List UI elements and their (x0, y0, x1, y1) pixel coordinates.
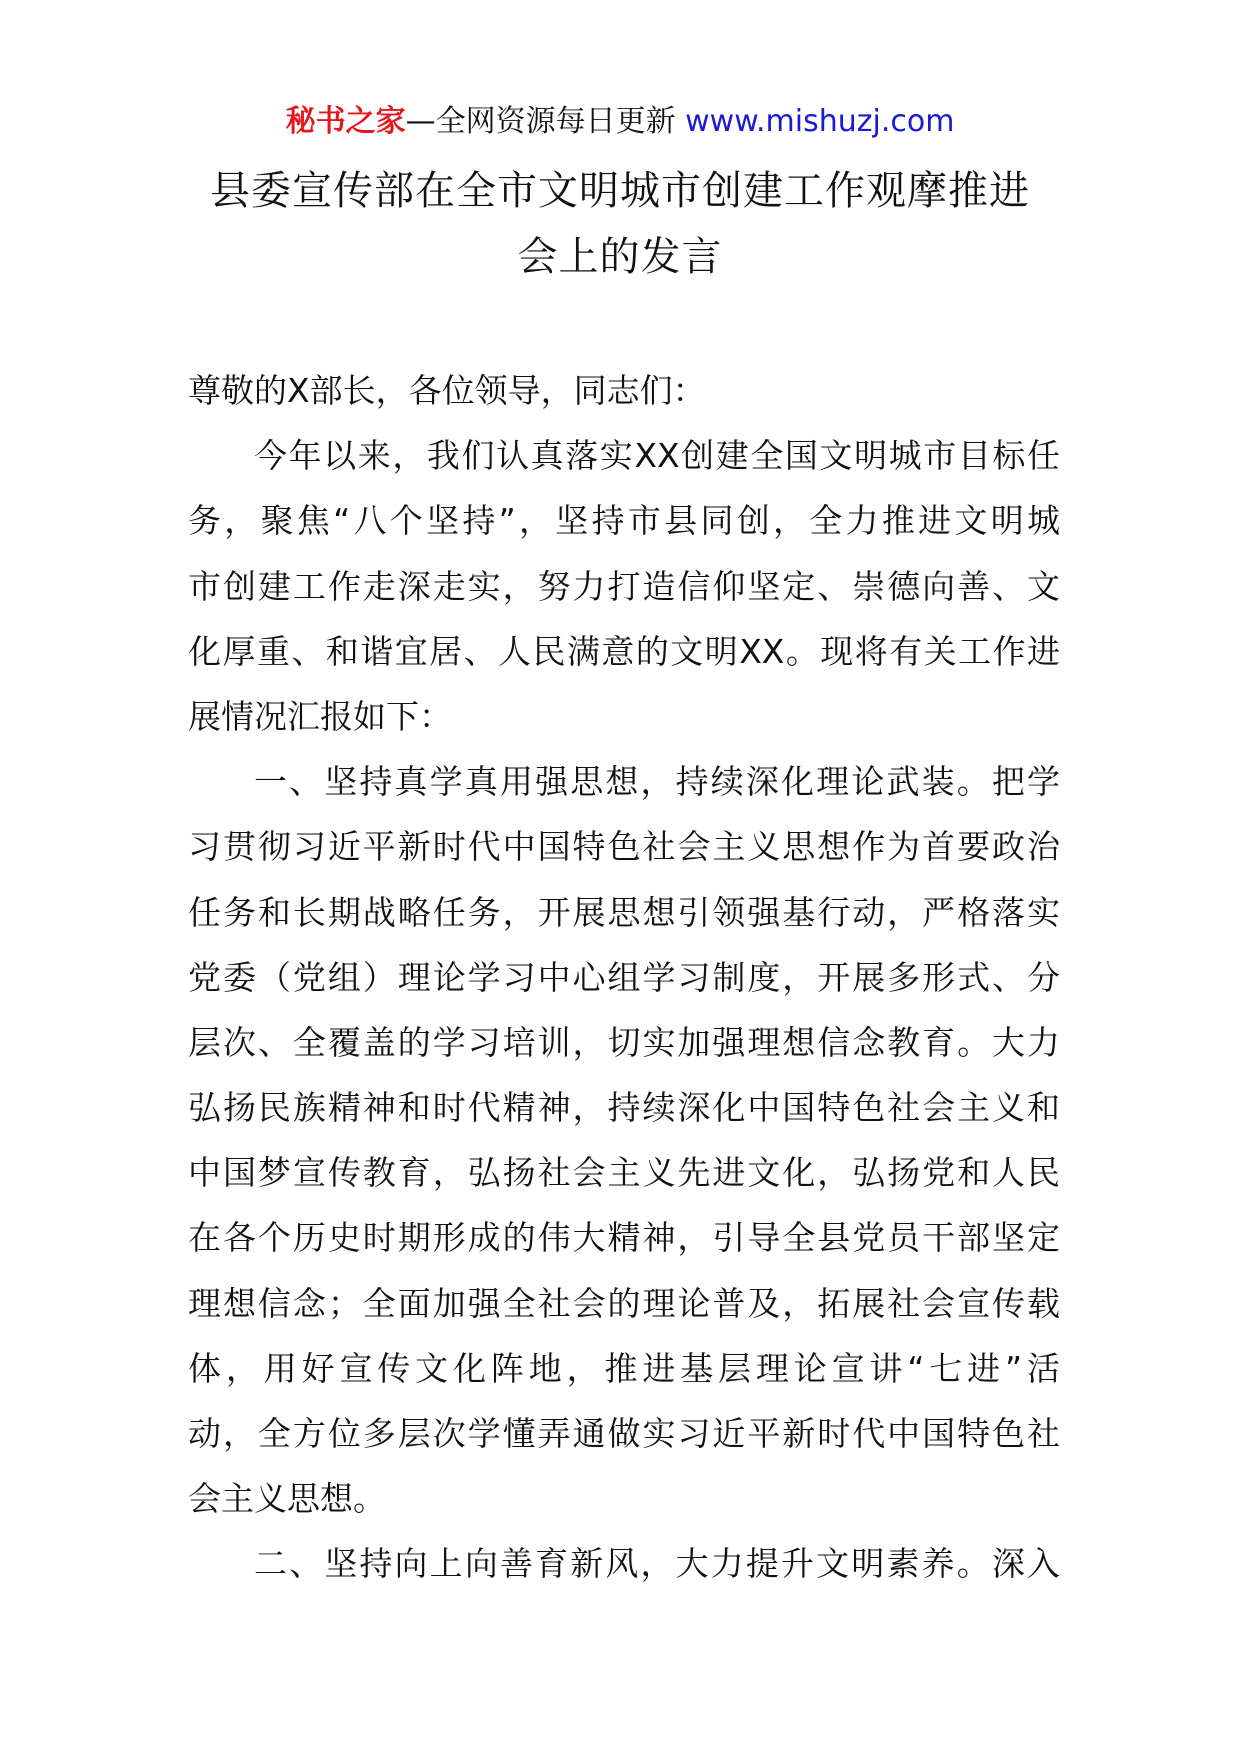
body-line: 中国梦宣传教育，弘扬社会主义先进文化，弘扬党和人民 (188, 1153, 1060, 1193)
salutation: 尊敬的X部长，各位领导，同志们： (188, 371, 706, 410)
brand-name: 秘书之家 (285, 104, 406, 139)
site-tagline: —全网资源每日更新 (405, 104, 676, 139)
body-line: 今年以来，我们认真落实XX创建全国文明城市目标任 (254, 436, 1060, 476)
body-line: 化厚重、和谐宜居、人民满意的文明XX。现将有关工作进 (188, 631, 1060, 671)
body-line: 任务和长期战略任务，开展思想引领强基行动，严格落实 (188, 892, 1060, 932)
section-heading-line: 一、坚持真学真用强思想，持续深化理论武装。把学 (254, 762, 1060, 802)
body-line: 市创建工作走深走实，努力打造信仰坚定、崇德向善、文 (188, 566, 1060, 606)
body-line: 展情况汇报如下： (188, 696, 452, 736)
body-line: 层次、全覆盖的学习培训，切实加强理想信念教育。大力 (188, 1022, 1060, 1062)
body-line: 在各个历史时期形成的伟大精神，引导全县党员干部坚定 (188, 1218, 1060, 1258)
body-line: 习贯彻习近平新时代中国特色社会主义思想作为首要政治 (188, 827, 1060, 867)
body-line: 弘扬民族精神和时代精神，持续深化中国特色社会主义和 (188, 1088, 1060, 1128)
section-heading-line: 二、坚持向上向善育新风，大力提升文明素养。深入 (254, 1544, 1060, 1584)
site-url-link[interactable]: www.mishuzj.com (685, 104, 955, 139)
body-line: 务，聚焦“八个坚持”，坚持市县同创，全力推进文明城 (188, 501, 1060, 541)
title-line-1: 县委宣传部在全市文明城市创建工作观摩推进 (210, 168, 1030, 214)
body-line: 会主义思想。 (188, 1479, 386, 1519)
body-line: 体，用好宣传文化阵地，推进基层理论宣讲“七进”活 (188, 1348, 1060, 1388)
title-line-2: 会上的发言 (517, 234, 723, 280)
document-body (188, 358, 1060, 1597)
site-header (0, 100, 1240, 144)
body-line: 理想信念；全面加强全社会的理论普及，拓展社会宣传载 (188, 1283, 1060, 1323)
body-line: 党委（党组）理论学习中心组学习制度，开展多形式、分 (188, 957, 1060, 997)
document-title (180, 158, 1060, 290)
body-line: 动，全方位多层次学懂弄通做实习近平新时代中国特色社 (188, 1414, 1060, 1453)
